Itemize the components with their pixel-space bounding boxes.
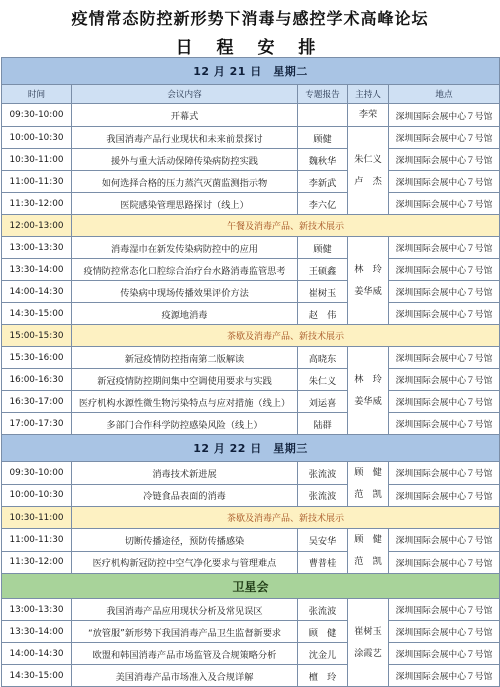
day-header-row xyxy=(2,58,500,85)
host-name: 朱仁义 xyxy=(354,153,382,165)
session-time: 13:00-13:30 xyxy=(2,599,72,621)
session-content: 医疗机构新冠防控中空气净化要求与管理难点 xyxy=(72,551,298,574)
session-speaker: 王硕鑫 xyxy=(298,259,348,281)
session-speaker: 曹普桂 xyxy=(298,551,348,574)
session-speaker: 张流波 xyxy=(298,462,348,485)
session-speaker: 顾 健 xyxy=(298,621,348,643)
host-name: 林 玲 xyxy=(354,373,382,385)
table-row xyxy=(2,369,500,391)
session-speaker: 张流波 xyxy=(298,599,348,621)
session-content: 冷链食品表面的消毒 xyxy=(72,484,298,507)
session-venue: 深圳国际会展中心７号馆 xyxy=(389,104,500,127)
satellite-header-row xyxy=(2,574,500,599)
session-time: 14:30-15:00 xyxy=(2,303,72,325)
session-speaker: 顾健 xyxy=(298,127,348,149)
table-row xyxy=(2,127,500,149)
host-name: 范 凯 xyxy=(354,489,382,500)
session-venue: 深圳国际会展中心７号馆 xyxy=(389,347,500,369)
session-venue: 深圳国际会展中心７号馆 xyxy=(389,369,500,391)
session-speaker: 顾健 xyxy=(298,237,348,259)
host-name: 顾 健 xyxy=(354,467,382,478)
session-speaker: 张流波 xyxy=(298,484,348,507)
session-content: 援外与重大活动保障传染病防控实践 xyxy=(72,149,298,171)
session-venue: 深圳国际会展中心７号馆 xyxy=(389,484,500,507)
session-time: 09:30-10:00 xyxy=(2,104,72,127)
session-content: 美国消毒产品市场准入及合规详解 xyxy=(72,665,298,687)
session-content: 我国消毒产品应用现状分析及常见误区 xyxy=(72,599,298,621)
host-name: 卢 杰 xyxy=(354,175,382,187)
session-content: 我国消毒产品行业现状和未来前景探讨 xyxy=(72,127,298,149)
session-time: 15:30-16:00 xyxy=(2,347,72,369)
session-content: 消毒技术新进展 xyxy=(72,462,298,485)
table-row xyxy=(2,259,500,281)
session-content: 医院感染管理思路探讨（线上） xyxy=(72,193,298,215)
session-speaker: 赵 伟 xyxy=(298,303,348,325)
session-content: “放管服”新形势下我国消毒产品卫生监督新要求 xyxy=(72,621,298,643)
session-host xyxy=(348,599,389,687)
session-venue: 深圳国际会展中心７号馆 xyxy=(389,462,500,485)
session-speaker: 刘运喜 xyxy=(298,391,348,413)
session-speaker: 檀 玲 xyxy=(298,665,348,687)
page-title: 疫情常态防控新形势下消毒与感控学术高峰论坛 xyxy=(71,9,429,28)
break-time: 10:30-11:00 xyxy=(2,507,72,529)
session-content: 医疗机构水源性微生物污染特点与应对措施（线上） xyxy=(72,391,298,413)
table-row xyxy=(2,599,500,621)
session-host xyxy=(348,529,389,574)
session-time: 16:30-17:00 xyxy=(2,391,72,413)
session-speaker: 吴安华 xyxy=(298,529,348,552)
col-header-speaker: 专题报告 xyxy=(298,85,348,104)
session-time: 13:00-13:30 xyxy=(2,237,72,259)
session-venue: 深圳国际会展中心７号馆 xyxy=(389,665,500,687)
session-time: 11:30-12:00 xyxy=(2,193,72,215)
session-host xyxy=(348,462,389,507)
table-row xyxy=(2,551,500,574)
table-row xyxy=(2,484,500,507)
host-name: 姜华威 xyxy=(354,285,382,297)
session-host: 李荣 xyxy=(348,104,389,127)
session-speaker: 沈金儿 xyxy=(298,643,348,665)
session-time: 11:00-11:30 xyxy=(2,529,72,552)
session-time: 17:00-17:30 xyxy=(2,413,72,435)
break-note: 茶歇及消毒产品、新技术展示 xyxy=(72,325,500,347)
session-time: 10:00-10:30 xyxy=(2,484,72,507)
satellite-label: 卫星会 xyxy=(2,574,500,599)
col-header-venue: 地点 xyxy=(389,85,500,104)
session-time: 16:00-16:30 xyxy=(2,369,72,391)
break-time: 15:00-15:30 xyxy=(2,325,72,347)
session-content: 开幕式 xyxy=(72,104,298,127)
session-speaker: 陆群 xyxy=(298,413,348,435)
table-row xyxy=(2,281,500,303)
table-row xyxy=(2,462,500,485)
host-name: 崔树玉 xyxy=(354,625,382,637)
session-time: 14:00-14:30 xyxy=(2,643,72,665)
session-speaker: 朱仁义 xyxy=(298,369,348,391)
session-content: 新冠疫情防控指南第二版解读 xyxy=(72,347,298,369)
table-row xyxy=(2,193,500,215)
col-header-host: 主持人 xyxy=(348,85,389,104)
session-venue: 深圳国际会展中心７号馆 xyxy=(389,171,500,193)
host-name: 涂霞艺 xyxy=(354,647,382,659)
session-venue: 深圳国际会展中心７号馆 xyxy=(389,621,500,643)
session-time: 10:00-10:30 xyxy=(2,127,72,149)
session-venue: 深圳国际会展中心７号馆 xyxy=(389,127,500,149)
break-time: 12:00-13:00 xyxy=(2,215,72,237)
break-row xyxy=(2,325,500,347)
session-time: 11:00-11:30 xyxy=(2,171,72,193)
session-venue: 深圳国际会展中心７号馆 xyxy=(389,643,500,665)
session-content: 切断传播途径，预防传播感染 xyxy=(72,529,298,552)
host-name: 姜华威 xyxy=(354,395,382,407)
table-row xyxy=(2,529,500,552)
break-note: 午餐及消毒产品、新技术展示 xyxy=(72,215,500,237)
day-label: 12 月 22 日 星期三 xyxy=(2,435,500,462)
session-content: 传染病中现场传播效果评价方法 xyxy=(72,281,298,303)
session-content: 疫情防控常态化口腔综合治疗台水路消毒监管思考 xyxy=(72,259,298,281)
break-row xyxy=(2,507,500,529)
session-venue: 深圳国际会展中心７号馆 xyxy=(389,391,500,413)
table-row xyxy=(2,665,500,687)
session-venue: 深圳国际会展中心７号馆 xyxy=(389,281,500,303)
schedule-table xyxy=(1,57,500,687)
break-row xyxy=(2,215,500,237)
session-speaker: 李六亿 xyxy=(298,193,348,215)
session-time: 09:30-10:00 xyxy=(2,462,72,485)
table-row xyxy=(2,643,500,665)
session-venue: 深圳国际会展中心７号馆 xyxy=(389,149,500,171)
column-header-row xyxy=(2,85,500,104)
session-time: 13:30-14:00 xyxy=(2,259,72,281)
page-subtitle: 日 程 安 排 xyxy=(175,38,325,58)
table-row xyxy=(2,171,500,193)
col-header-content: 会议内容 xyxy=(72,85,298,104)
session-venue: 深圳国际会展中心７号馆 xyxy=(389,551,500,574)
day-label: 12 月 21 日 星期二 xyxy=(2,58,500,85)
table-row xyxy=(2,413,500,435)
session-speaker: 高晓东 xyxy=(298,347,348,369)
table-row xyxy=(2,303,500,325)
session-speaker: 李新武 xyxy=(298,171,348,193)
table-row xyxy=(2,237,500,259)
session-venue: 深圳国际会展中心７号馆 xyxy=(389,599,500,621)
session-content: 如何选择合格的压力蒸汽灭菌监测指示物 xyxy=(72,171,298,193)
table-row xyxy=(2,347,500,369)
break-note: 茶歇及消毒产品、新技术展示 xyxy=(72,507,500,529)
host-name: 顾 健 xyxy=(354,534,382,545)
session-time: 14:00-14:30 xyxy=(2,281,72,303)
session-host xyxy=(348,237,389,325)
table-row xyxy=(2,149,500,171)
session-venue: 深圳国际会展中心７号馆 xyxy=(389,303,500,325)
session-content: 欧盟和韩国消毒产品市场监管及合规策略分析 xyxy=(72,643,298,665)
session-host xyxy=(348,127,389,215)
table-row xyxy=(2,104,500,127)
session-time: 13:30-14:00 xyxy=(2,621,72,643)
session-venue: 深圳国际会展中心７号馆 xyxy=(389,237,500,259)
session-time: 10:30-11:00 xyxy=(2,149,72,171)
session-time: 14:30-15:00 xyxy=(2,665,72,687)
session-speaker: 崔树玉 xyxy=(298,281,348,303)
session-venue: 深圳国际会展中心７号馆 xyxy=(389,259,500,281)
session-content: 新冠疫情防控期间集中空调使用要求与实践 xyxy=(72,369,298,391)
table-row xyxy=(2,391,500,413)
host-name: 林 玲 xyxy=(354,263,382,275)
session-venue: 深圳国际会展中心７号馆 xyxy=(389,413,500,435)
session-host xyxy=(348,347,389,435)
session-content: 疫源地消毒 xyxy=(72,303,298,325)
day-header-row xyxy=(2,435,500,462)
session-venue: 深圳国际会展中心７号馆 xyxy=(389,529,500,552)
session-content: 多部门合作科学防控感染风险（线上） xyxy=(72,413,298,435)
session-time: 11:30-12:00 xyxy=(2,551,72,574)
host-name: 范 凯 xyxy=(354,556,382,567)
table-row xyxy=(2,621,500,643)
session-speaker: 魏秋华 xyxy=(298,149,348,171)
col-header-time: 时间 xyxy=(2,85,72,104)
session-venue: 深圳国际会展中心７号馆 xyxy=(389,193,500,215)
session-content: 消毒湿巾在新发传染病防控中的应用 xyxy=(72,237,298,259)
session-speaker xyxy=(298,104,348,127)
